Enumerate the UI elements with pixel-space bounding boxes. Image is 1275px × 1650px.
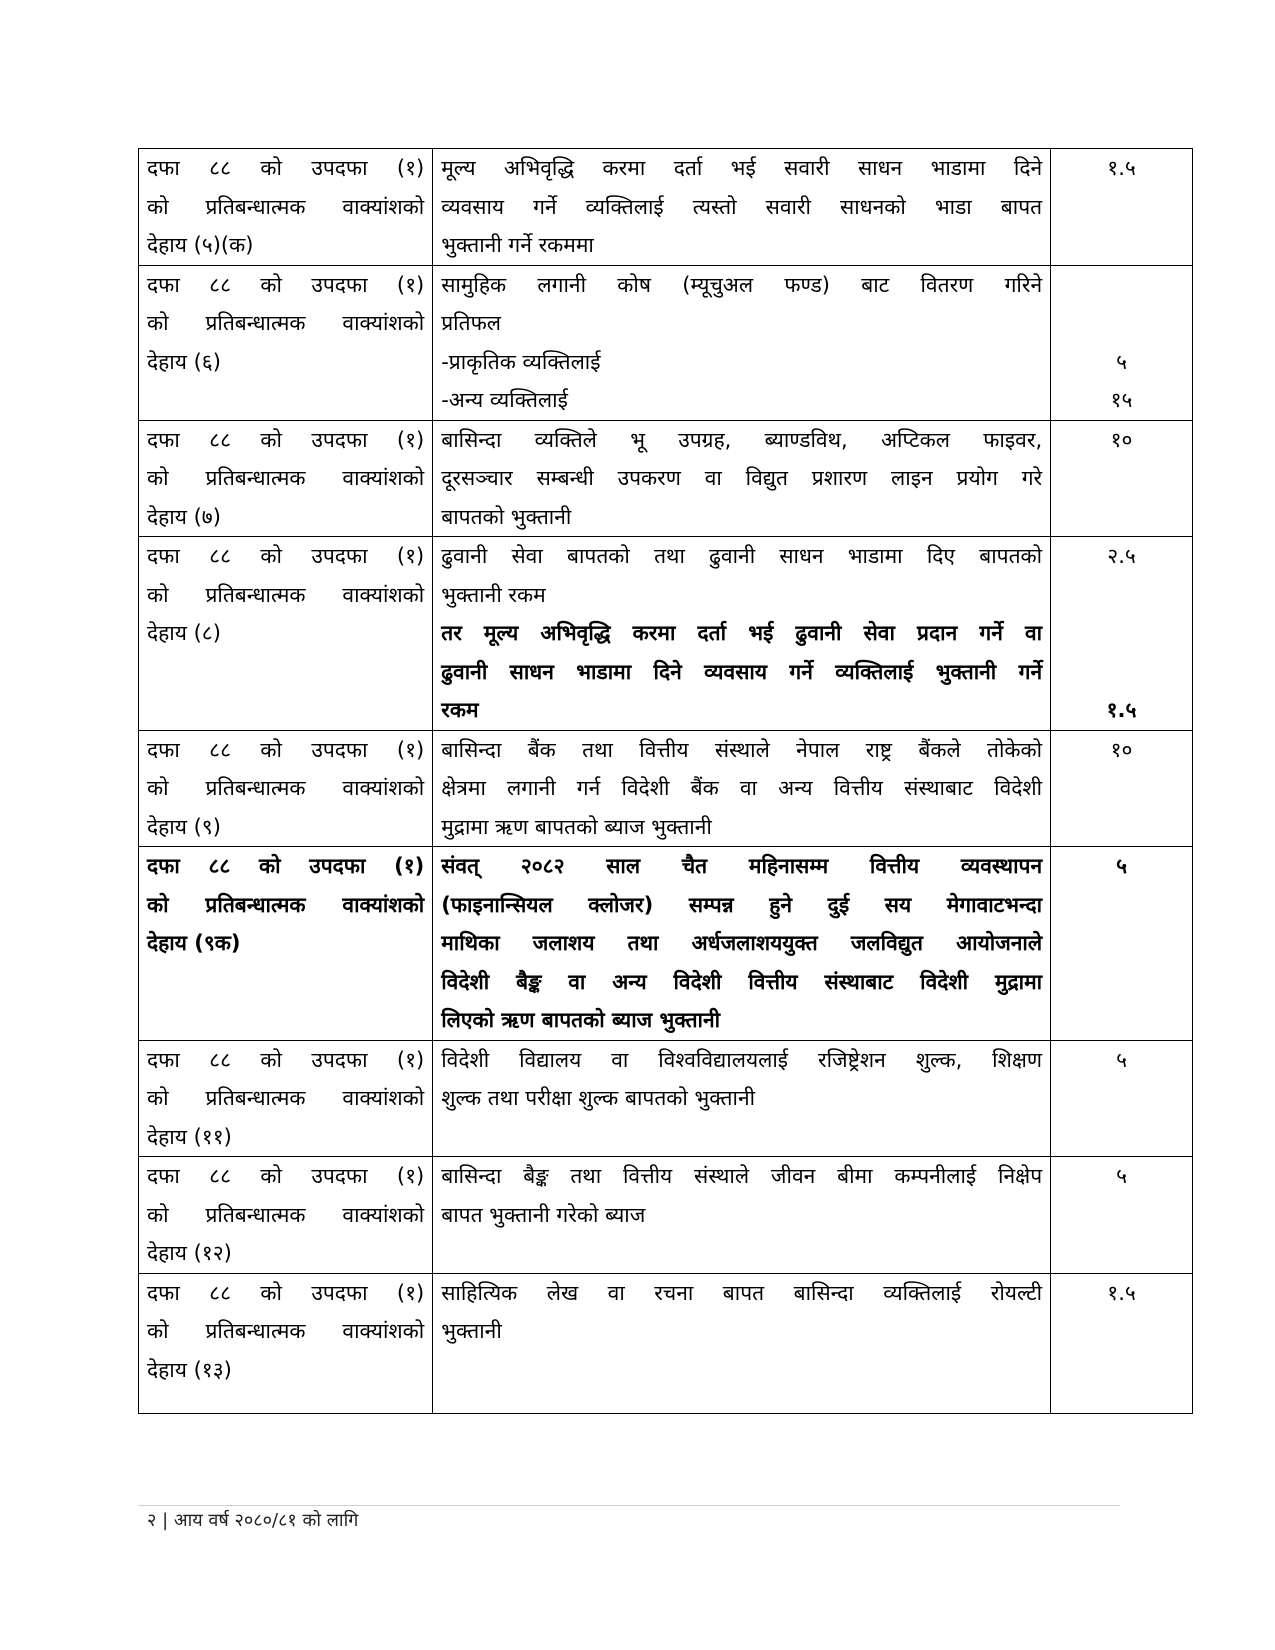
section-reference: दफा ८८ को उपदफा (१) को प्रतिबन्धात्मक वाक्यांशको देहाय (५)(क) <box>139 149 433 266</box>
tax-rate: १० <box>1051 730 1193 847</box>
tax-rate: ५ <box>1051 1157 1193 1274</box>
section-reference: दफा ८८ को उपदफा (१) को प्रतिबन्धात्मक वाक्यांशको देहाय (१२) <box>139 1157 433 1274</box>
tax-rate: १.५ <box>1051 149 1193 266</box>
tax-rate-table <box>138 148 1193 1414</box>
payment-description: ढुवानी सेवा बापतको तथा ढुवानी साधन भाडामा दिए बापतको भुक्तानी रकम तर मूल्य अभिवृद्धि करमा दर्ता भई ढुवानी सेवा प्रदान गर्ने वा ढुवानी साधन भाडामा दिने व्यवसाय गर्ने व्यक्तिलाई भुक्तानी गर्ने रकम <box>433 537 1051 731</box>
payment-description: सामुहिक लगानी कोष (म्यूचुअल फण्ड) बाट वितरण गरिने प्रतिफल -प्राकृतिक व्यक्तिलाई -अन्य व्यक्तिलाई <box>433 265 1051 420</box>
table-row <box>139 265 1193 420</box>
table-row <box>139 847 1193 1041</box>
tax-rate: ५ <box>1051 847 1193 1041</box>
section-reference: दफा ८८ को उपदफा (१) को प्रतिबन्धात्मक वाक्यांशको देहाय (७) <box>139 420 433 537</box>
payment-description: बासिन्दा बैंक तथा वित्तीय संस्थाले नेपाल राष्ट्र बैंकले तोकेको क्षेत्रमा लगानी गर्न विदेशी बैंक वा अन्य वित्तीय संस्थाबाट विदेशी मुद्रामा ऋण बापतको ब्याज भुक्तानी <box>433 730 1051 847</box>
vat-registered-condition: तर मूल्य अभिवृद्धि करमा दर्ता भई ढुवानी सेवा प्रदान गर्ने वा <box>441 621 1043 645</box>
table-row <box>139 1273 1193 1413</box>
payment-description: संवत् २०८२ साल चैत महिनासम्म वित्तीय व्यवस्थापन (फाइनान्सियल क्लोजर) सम्पन्न हुने दुई सय मेगावाटभन्दा माथिका जलाशय तथा अर्धजलाशययुक्त जलविद्युत आयोजनाले विदेशी बैङ्क वा अन्य विदेशी वित्तीय संस्थाबाट विदेशी मुद्रामा लिएको ऋण बापतको ब्याज भुक्तानी <box>433 847 1051 1041</box>
tax-rate: ५ १५ <box>1051 265 1193 420</box>
table-row <box>139 537 1193 731</box>
tax-rate: १० <box>1051 420 1193 537</box>
payment-description: मूल्य अभिवृद्धि करमा दर्ता भई सवारी साधन भाडामा दिने व्यवसाय गर्ने व्यक्तिलाई त्यस्तो सवारी साधनको भाडा बापत भुक्तानी गर्ने रकममा <box>433 149 1051 266</box>
payment-description: बासिन्दा व्यक्तिले भू उपग्रह, ब्याण्डविथ, अप्टिकल फाइवर, दूरसञ्चार सम्बन्धी उपकरण वा विद्युत प्रशारण लाइन प्रयोग गरे बापतको भुक्तानी <box>433 420 1051 537</box>
payment-description: बासिन्दा बैङ्क तथा वित्तीय संस्थाले जीवन बीमा कम्पनीलाई निक्षेप बापत भुक्तानी गरेको ब्याज <box>433 1157 1051 1274</box>
section-reference: दफा ८८ को उपदफा (१) को प्रतिबन्धात्मक वाक्यांशको देहाय (१३) <box>139 1273 433 1413</box>
section-reference: दफा ८८ को उपदफा (१) को प्रतिबन्धात्मक वाक्यांशको देहाय (६) <box>139 265 433 420</box>
page-footer: २ | आय वर्ष २०८०/८१ को लागि <box>147 1510 359 1531</box>
table-row <box>139 149 1193 266</box>
table-row <box>139 1040 1193 1157</box>
tax-rate: १.५ <box>1051 1273 1193 1413</box>
section-reference: दफा ८८ को उपदफा (१) को प्रतिबन्धात्मक वाक्यांशको देहाय (९क) <box>139 847 433 1041</box>
section-reference: दफा ८८ को उपदफा (१) को प्रतिबन्धात्मक वाक्यांशको देहाय (९) <box>139 730 433 847</box>
section-reference: दफा ८८ को उपदफा (१) को प्रतिबन्धात्मक वाक्यांशको देहाय (८) <box>139 537 433 731</box>
payment-description: साहित्यिक लेख वा रचना बापत बासिन्दा व्यक्तिलाई रोयल्टी भुक्तानी <box>433 1273 1051 1413</box>
table-row <box>139 730 1193 847</box>
table-row <box>139 420 1193 537</box>
section-reference: दफा ८८ को उपदफा (१) को प्रतिबन्धात्मक वाक्यांशको देहाय (११) <box>139 1040 433 1157</box>
tax-rate: २.५ १.५ <box>1051 537 1193 731</box>
payment-description: विदेशी विद्यालय वा विश्वविद्यालयलाई रजिष्ट्रेशन शुल्क, शिक्षण शुल्क तथा परीक्षा शुल्क बापतको भुक्तानी <box>433 1040 1051 1157</box>
table-row <box>139 1157 1193 1274</box>
footer-divider <box>138 1505 1120 1506</box>
tax-rate: ५ <box>1051 1040 1193 1157</box>
